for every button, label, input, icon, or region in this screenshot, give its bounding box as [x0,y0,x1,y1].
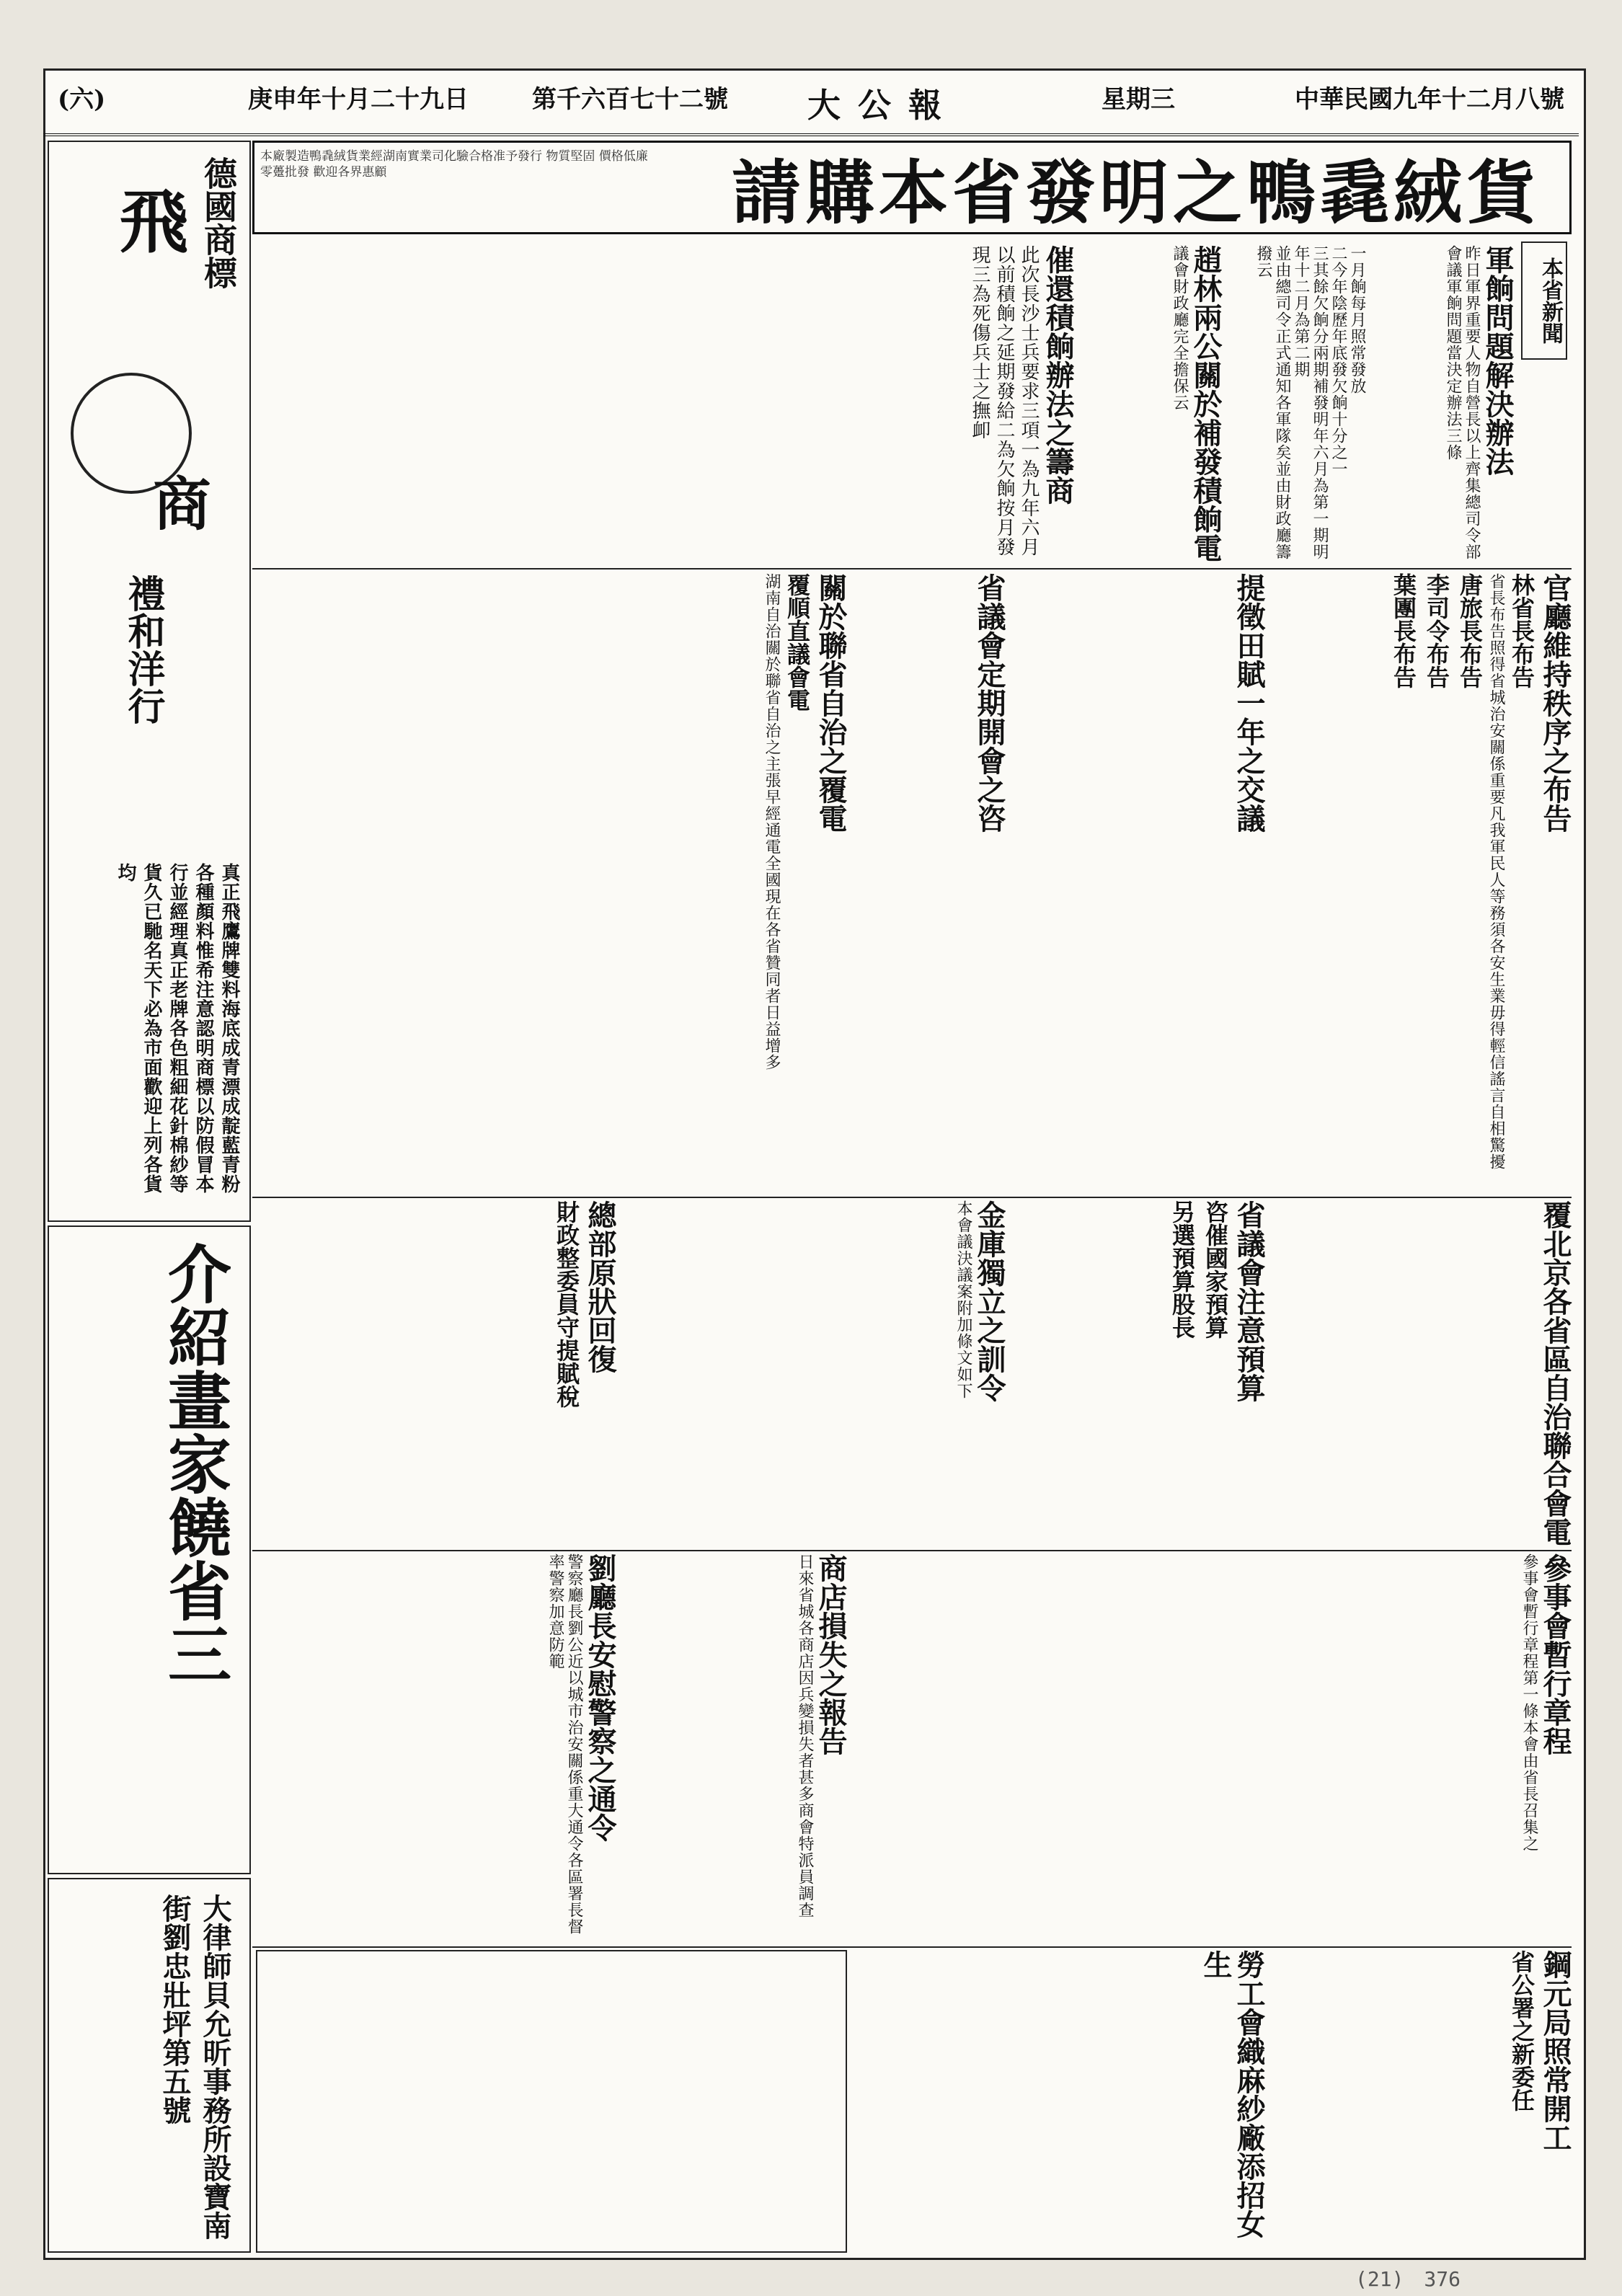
masthead [43,72,1579,136]
headline-9: 提徵田賦一年之交議 [1232,573,1266,833]
ad-company-name: 禮和洋行 [121,575,165,724]
ad-fly-character: 飛 [108,185,190,254]
divider-row-1 [252,568,1572,569]
headline-4: 官廳維持秩序之布告 [1538,573,1572,833]
article-council-rules [851,1553,1572,1943]
article-mint [1269,1950,1572,2253]
divider-row-4 [252,1946,1572,1948]
headline-10: 省議會定期開會之咨 [972,573,1006,833]
headline-1: 軍餉問題解決辦法 [1481,245,1515,476]
weekday: 星期三 [1102,85,1175,114]
article-hq-restore [256,1200,616,1546]
article-labor-mill [851,1950,1265,2253]
paper-name: 大公報 [807,86,959,125]
headline-8: 葉團長布告 [1390,573,1417,688]
article-back-pay [620,245,1074,562]
ad-painter-title: 介紹畫家饒省三 [158,1241,233,1685]
article-assembly [851,573,1006,1193]
headline-11: 關於聯省自治之覆電 [814,573,848,833]
article-budget [1009,1200,1265,1546]
article-body-9: 湖南自治關於聯省自治之主張早經通電全國現在各省贊同者日益增多 [763,573,781,1071]
article-autonomy-union [1269,1200,1572,1546]
ad-painter [48,1225,251,1874]
ad-reiho-company [48,141,251,1222]
ad-company-text: 真正飛鷹牌雙料海底成青漂成靛藍青粉各種顏料惟希注意認明商標以防假冒本行並經理真正老牌各色粗細花針棉紗等貨久已馳名天下必為市面歡迎上列各貨均 [115,863,240,1194]
headline-13: 覆北京各省區自治聯合會電 [1538,1200,1572,1546]
headline-16: 另選預算股長 [1169,1200,1196,1339]
ad-brand-label: 德國商標 [199,156,238,289]
headline-14: 省議會注意預算 [1232,1200,1266,1402]
lunar-date: 庚申年十月二十九日 [248,85,469,114]
headline-17: 金庫獨立之訓令 [972,1200,1006,1402]
article-treasury [620,1200,1006,1546]
headline-19: 商店損失之報告 [814,1553,848,1755]
banner-title: 請購本省發明之鴨毳絨貨 [732,151,1541,234]
article-body-4: 三其餘欠餉分兩期補發明年六月為第一期明年十二月為第二期 [1292,245,1329,560]
ad-lawyer-text: 大律師貝允昕事務所設寶南街劉忠壯坪第五號 [158,1894,232,2240]
article-police [256,1553,616,1943]
headline-3: 催還積餉辦法之籌商 [1041,245,1075,505]
date-left: 中華民國九年十二月八號 [1295,85,1564,114]
banner-ad [252,141,1572,234]
page-number: (六) [58,85,106,114]
headline-5: 林省長布告 [1508,573,1535,688]
article-body-11: 參事會暫行章程第一條本會由省長召集之 [1520,1553,1538,1852]
headline-12: 覆順直議會電 [784,573,811,712]
article-body-10: 本會議決議案附加條文如下 [954,1200,972,1399]
article-body-13: 警察廳長劉公近以城市治安關係重大通令各區署長督率警察加意防範 [546,1553,583,1935]
ad-lawyer [48,1878,251,2253]
article-shop-losses [620,1553,847,1943]
headline-23: 鋼元局照常開工 [1538,1950,1572,2152]
small-ads-box [256,1950,847,2253]
article-military-pay [1370,245,1514,562]
page-mark: (21) 376 [1355,2267,1461,2291]
issue-number: 第千六百七十二號 [532,85,728,114]
headline-21: 總部原狀回復 [583,1200,617,1373]
headline-18: 參事會暫行章程 [1538,1553,1572,1755]
article-body-12: 日來省城各商店因兵變損失者甚多商會特派員調查 [796,1553,814,1918]
headline-22: 財政整委員守提賦稅 [553,1200,580,1408]
headline-24: 省公署之新委任 [1508,1950,1535,2111]
article-body-2: 一月餉每月照常發放 [1348,245,1366,394]
article-federation [620,573,847,1193]
article-body-3: 二今年陰歷年底發欠餉十分之一 [1329,245,1347,477]
article-order [1269,573,1572,1193]
ad-shang-character: 商 [143,474,211,531]
headline-6: 唐旅長布告 [1456,573,1484,688]
divider-row-2 [252,1197,1572,1198]
article-body-8: 省長布告照得省城治安關係重要凡我軍民人等務須各安生業毋得輕信謠言自相驚擾 [1487,573,1505,1170]
section-label: 本省新聞 [1521,241,1567,360]
headline-25: 勞工會織麻紗廠添招女生 [1199,1950,1266,2238]
article-zhao-lin [1081,245,1222,562]
banner-notes: 本廠製造鴨毳絨貨業經湖南實業司化驗合格准予發行 物質堅固 價格低廉 零躉批發 歡迎各界惠顧 [260,149,648,179]
headline-2: 趙林兩公關於補發積餉電 [1189,245,1223,562]
article-military-pay-2 [1226,245,1366,562]
headline-20: 劉廳長安慰警察之通令 [583,1553,617,1842]
headline-15: 咨催國家預算 [1202,1200,1229,1339]
divider-row-3 [252,1550,1572,1551]
article-land-tax [1009,573,1265,1193]
article-body-6: 議會財政廳完全擔保云 [1171,245,1189,411]
article-body-7: 此次長沙士兵要求三項一為九年六月以前積餉之延期發給二為欠餉按月發現三為死傷兵士之撫卹 [969,245,1040,557]
article-body-5: 並由總司令正式通知各軍隊矣並由財政廳籌撥云 [1254,245,1291,560]
headline-7: 李司令布告 [1423,573,1450,688]
article-body-1: 昨日軍界重要人物自營長以上齊集總司令部會議軍餉問題當決定辦法三條 [1444,245,1481,560]
